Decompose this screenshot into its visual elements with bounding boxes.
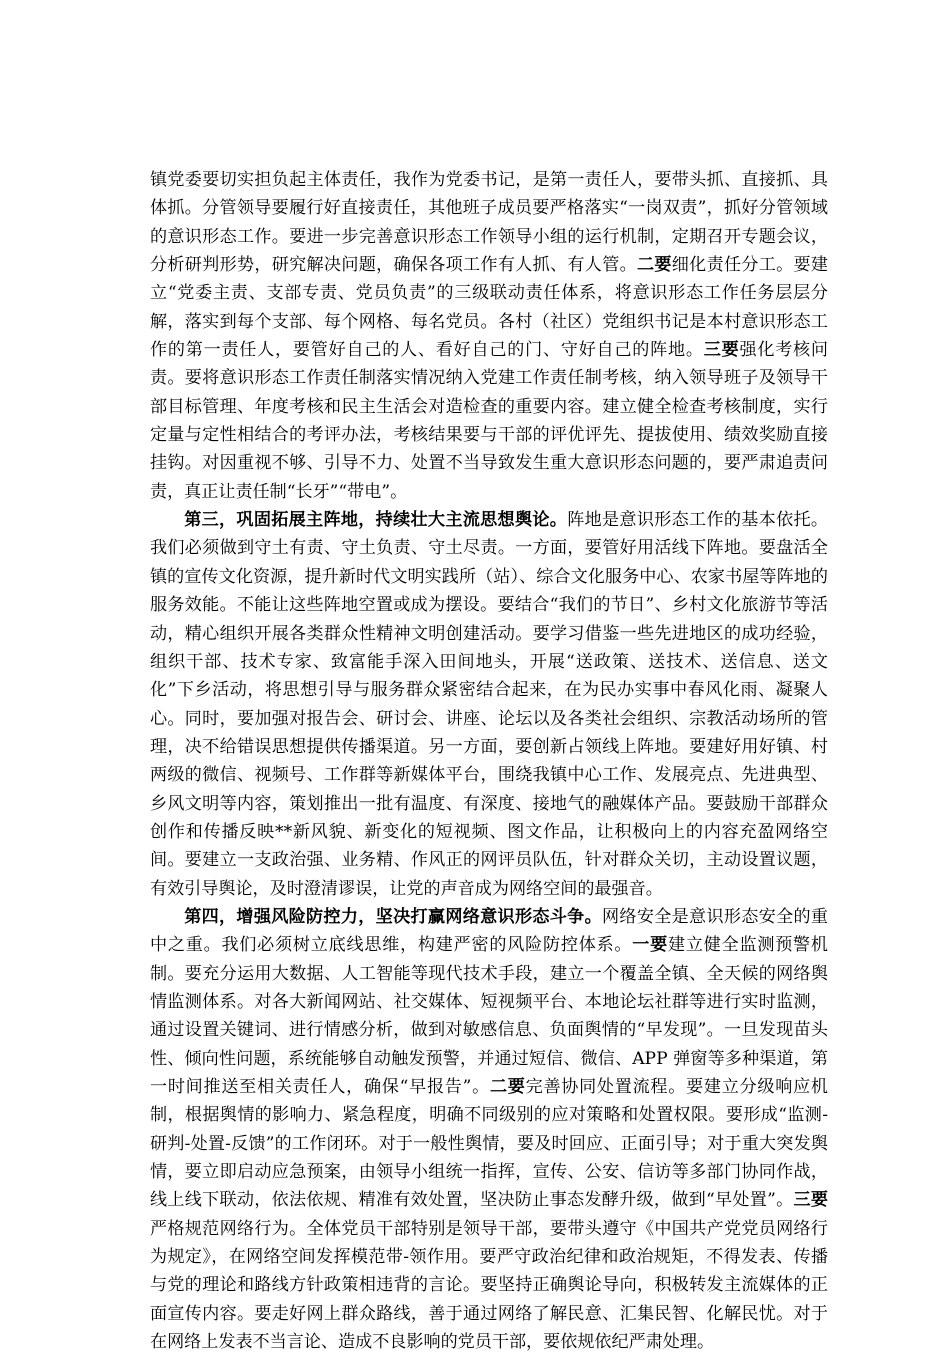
text-segment: 阵地是意识形态工作的基本依托。我们必须做到守土有责、守土负责、守土尽责。一方面，要管好用活线下阵地。要盘活全镇的宣传文化资源，提升新时代文明实践所（站）、综合文化服务中心、农家书屋等阵地的服务效能。不能让这些阵地空置或成为摆设。要结合“我们的节日”、乡村文化旅游节等活动，精心组织开展各类群众性精神文明创建活动。要学习借鉴一些先进地区的成功经验，组织干部、技术专家、致富能手深入田间地头，开展“送政策、送技术、送信息、送文化”下乡活动，将思想引导与服务群众紧密结合起来，在为民办实事中春风化雨、凝聚人心。同时，要加强对报告会、研讨会、讲座、论坛以及各类社会组织、宗教活动场所的管理，决不给错误思想提供传播渠道。另一方面，要创新占领线上阵地。要建好用好镇、村两级的微信、视频号、工作群等新媒体平台，围绕我镇中心工作、发展亮点、先进典型、乡风文明等内容，策划推出一批有温度、有深度、接地气的融媒体产品。要鼓励干部群众创作和传播反映**新风貌、新变化的短视频、图文作品，让积极向上的内容充盈网络空间。要建立一支政治强、业务精、作风正的网评员队伍，针对群众关切，主动设置议题，有效引导舆论，及时澄清谬误，让党的声音成为网络空间的最强音。 xyxy=(150,510,829,899)
paragraph-responsibility xyxy=(150,166,828,506)
paragraph-third-section xyxy=(150,506,828,903)
text-segment: 网络安全是意识形态安全的重中之重。我们必须树立底线思维，构建严密的风险防控体系。 xyxy=(150,906,828,956)
bold-heading-segment: 二要 xyxy=(636,255,672,276)
bold-heading-segment: 一要 xyxy=(632,935,669,956)
text-segment: 强化考核问责。要将意识形态工作责任制落实情况纳入党建工作责任制考核，纳入领导班子及领导干部目标管理、年度考核和民主生活会对造检查的重要内容。建立健全检查考核制度，实行定量与定性相结合的考评办法，考核结果要与干部的评优评先、提拔使用、绩效奖励直接挂钩。对因重视不够、引导不力、处置不当导致发生重大意识形态问题的，要严肃追责问责，真正让责任制“长牙”“带电”。 xyxy=(150,340,829,502)
text-segment: 细化责任分工。要建立“党委主责、支部专责、党员负责”的三级联动责任体系，将意识形态工作任务层层分解，落实到每个支部、每个网格、每名党员。各村（社区）党组织书记是本村意识形态工作的第一责任人，要管好自己的人、看好自己的门、守好自己的阵地。 xyxy=(150,255,829,361)
paragraph-fourth-section xyxy=(150,903,828,1356)
bold-heading-segment: 三要 xyxy=(793,1190,828,1211)
section-heading: 第四，增强风险防控力，坚决打赢网络意识形态斗争。 xyxy=(184,906,602,927)
section-heading: 第三，巩固拓展主阵地，持续壮大主流思想舆论。 xyxy=(184,510,568,531)
document-page xyxy=(150,166,828,1356)
text-segment: 严格规范网络行为。全体党员干部特别是领导干部，要带头遵守《中国共产党党员网络行为规定》，在网络空间发挥模范带-领作用。要严守政治纪律和政治规矩，不得发表、传播与党的理论和路线方针政策相违背的言论。要坚持正确舆论导向，积极转发主流媒体的正面宣传内容。要走好网上群众路线，善于通过网络了解民意、汇集民智、化解民忧。对于在网络上发表不当言论、造成不良影响的党员干部，要依规依纪严肃处理。 xyxy=(150,1218,828,1353)
text-segment: 镇党委要切实担负起主体责任，我作为党委书记，是第一责任人，要带头抓、直接抓、具体抓。分管领导要履行好直接责任，其他班子成员要严格落实“一岗双责”，抓好分管领域的意识形态工作。要进一步完善意识形态工作领导小组的运行机制，定期召开专题会议，分析研判形势，研究解决问题，确保各项工作有人抓、有人管。 xyxy=(150,170,828,276)
text-segment: 完善协同处置流程。要建立分级响应机制，根据舆情的影响力、紧急程度，明确不同级别的应对策略和处置权限。要形成“监测-研判-处置-反馈”的工作闭环。对于一般性舆情，要及时回应、正面引导；对于重大突发舆情，要立即启动应急预案，由领导小组统一指挥，宣传、公安、信访等多部门协同作战，线上线下联动，依法依规、精准有效处置，坚决防止事态发酵升级，做到“早处置”。 xyxy=(150,1077,829,1211)
bold-heading-segment: 三要 xyxy=(703,340,740,361)
bold-heading-segment: 二要 xyxy=(489,1077,526,1097)
text-segment: 建立健全监测预警机制。要充分运用大数据、人工智能等现代技术手段，建立一个覆盖全镇、全天候的网络舆情监测体系。对各大新闻网站、社交媒体、短视频平台、本地论坛社群等进行实时监测，通过设置关键词、进行情感分析，做到对敏感信息、负面舆情的“早发现”。一旦发现苗头性、倾向性问题，系统能够自动触发预警，并通过短信、微信、APP 弹窗等多种渠道，第一时间推送至相关责任人，确保“早报告”。 xyxy=(150,935,829,1097)
